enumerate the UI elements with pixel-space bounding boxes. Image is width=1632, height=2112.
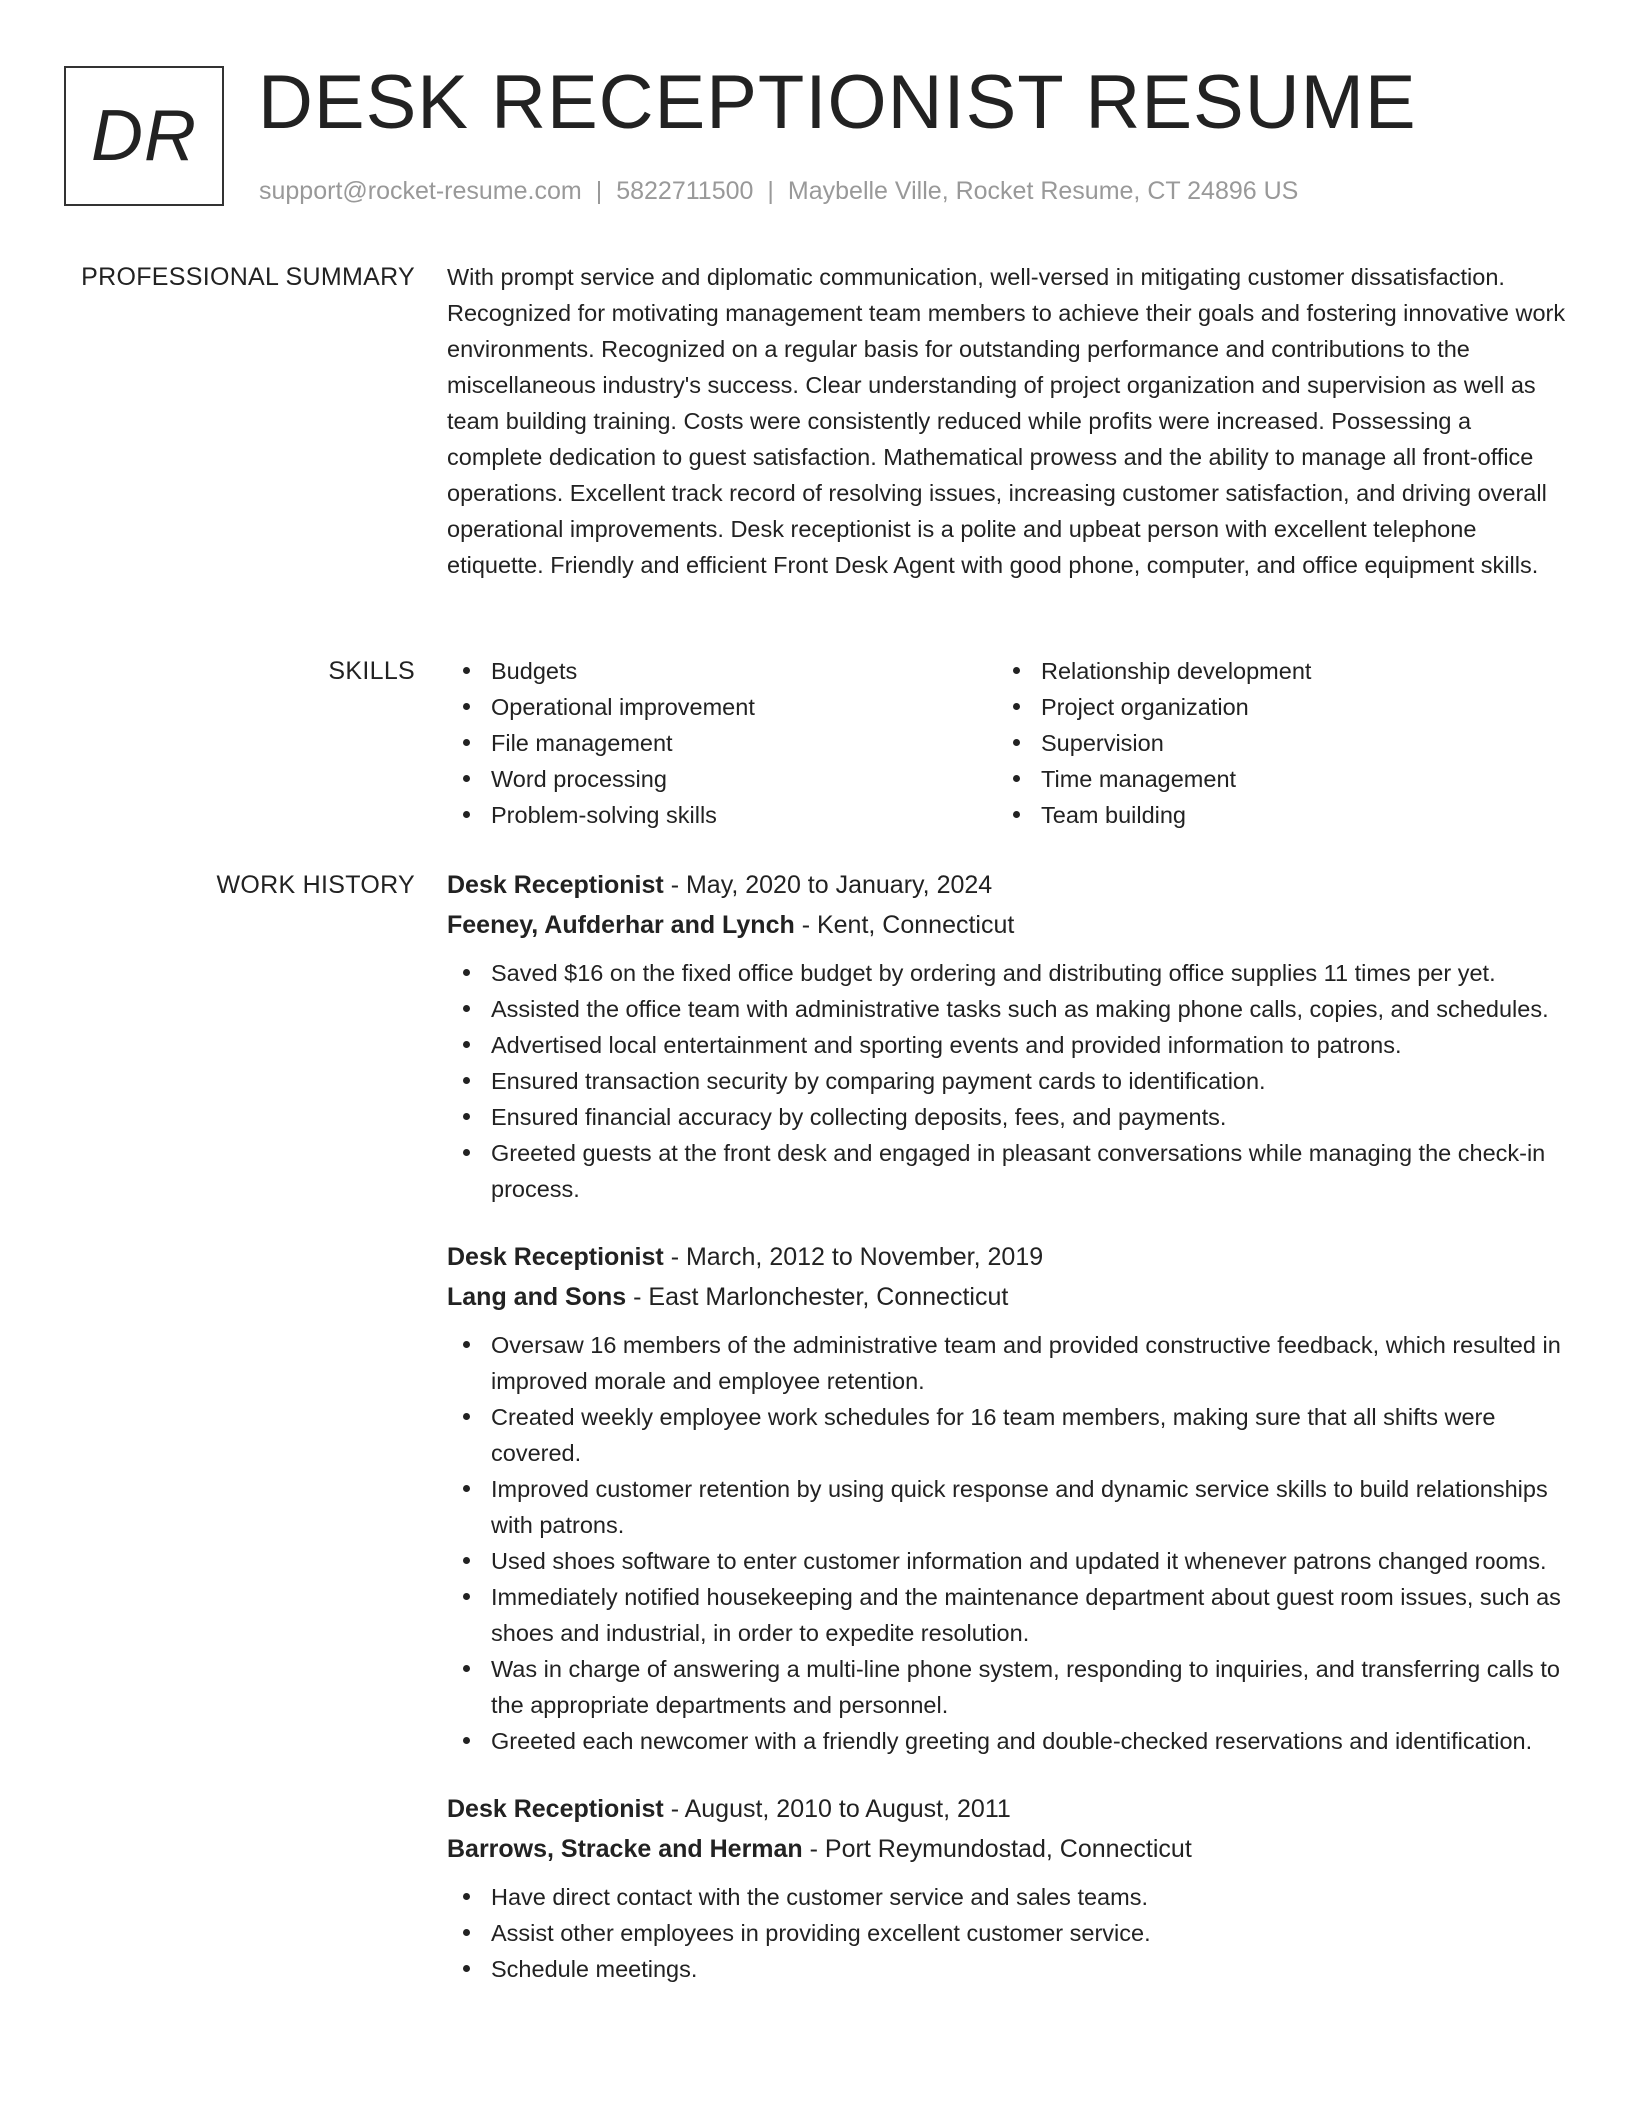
- job-dates: - March, 2012 to November, 2019: [663, 1243, 1044, 1271]
- job-title: Desk Receptionist: [447, 871, 664, 899]
- job-title: Desk Receptionist: [447, 1795, 664, 1823]
- job-bullet: Ensured financial accuracy by collecting deposits, fees, and payments.: [447, 1099, 1567, 1135]
- summary-text: With prompt service and diplomatic communication, well-versed in mitigating customer dissatisfaction. Recognized for motivating management team members to achieve their goals and fostering innovative work environments. Recognized on a regular basis for outstanding performance and contributions to the miscellaneous industry's success. Clear understanding of project organization and supervision as well as team building training. Costs were consistently reduced while profits were increased. Possessing a complete dedication to guest satisfaction. Mathematical prowess and the ability to manage all front-office operations. Excellent track record of resolving issues, increasing customer satisfaction, and driving overall operational improvements. Desk receptionist is a polite and upbeat person with excellent telephone etiquette. Friendly and efficient Front Desk Agent with good phone, computer, and office equipment skills.: [447, 264, 1566, 578]
- job-dates: - May, 2020 to January, 2024: [663, 871, 993, 899]
- job-location: - Port Reymundostad, Connecticut: [802, 1835, 1192, 1863]
- job-title-line: [447, 865, 1567, 905]
- job-bullet: Advertised local entertainment and sporting events and provided information to patrons.: [447, 1027, 1567, 1063]
- job-entry: [447, 865, 1567, 1207]
- work-history-body: [447, 865, 1567, 2017]
- job-bullet: Schedule meetings.: [447, 1951, 1567, 1987]
- contact-separator: |: [595, 177, 603, 205]
- skill-item: File management: [447, 725, 997, 761]
- job-bullet: Created weekly employee work schedules for 16 team members, making sure that all shifts were covered.: [447, 1399, 1567, 1471]
- skill-item: Operational improvement: [447, 689, 997, 725]
- contact-line: [259, 175, 1298, 207]
- job-entry: [447, 1237, 1567, 1759]
- job-bullets: [447, 955, 1567, 1207]
- job-company: Lang and Sons: [447, 1283, 627, 1311]
- skill-item: Problem-solving skills: [447, 797, 997, 833]
- job-company-line: [447, 905, 1567, 945]
- job-bullets: [447, 1327, 1567, 1759]
- job-bullet: Improved customer retention by using quick response and dynamic service skills to build relationships with patrons.: [447, 1471, 1567, 1543]
- contact-phone: 5822711500: [616, 177, 754, 205]
- skill-item: Team building: [997, 797, 1547, 833]
- job-company-line: [447, 1277, 1567, 1317]
- job-bullet: Saved $16 on the fixed office budget by ordering and distributing office supplies 11 times per yet.: [447, 955, 1567, 991]
- skill-item: Word processing: [447, 761, 997, 797]
- monogram-box: [64, 66, 224, 206]
- contact-separator: |: [767, 177, 774, 205]
- job-bullet: Greeted guests at the front desk and engaged in pleasant conversations while managing the check-in process.: [447, 1135, 1567, 1207]
- skills-list-right: [997, 653, 1547, 833]
- job-title: Desk Receptionist: [447, 1243, 664, 1271]
- job-location: - East Marlonchester, Connecticut: [626, 1283, 1009, 1311]
- skill-item: Supervision: [997, 725, 1547, 761]
- job-bullet: Greeted each newcomer with a friendly greeting and double-checked reservations and identification.: [447, 1723, 1567, 1759]
- job-bullet: Immediately notified housekeeping and the maintenance department about guest room issues, such as shoes and industrial, in order to expedite resolution.: [447, 1579, 1567, 1651]
- job-company-line: [447, 1829, 1567, 1869]
- job-title-line: [447, 1237, 1567, 1277]
- skills-grid: [447, 653, 1567, 833]
- job-bullet: Have direct contact with the customer service and sales teams.: [447, 1879, 1567, 1915]
- job-bullet: Used shoes software to enter customer information and updated it whenever patrons changed rooms.: [447, 1543, 1567, 1579]
- job-bullet: Assist other employees in providing excellent customer service.: [447, 1915, 1567, 1951]
- skill-item: Project organization: [997, 689, 1547, 725]
- job-bullet: Oversaw 16 members of the administrative team and provided constructive feedback, which resulted in improved morale and employee retention.: [447, 1327, 1567, 1399]
- resume-title: DESK RECEPTIONIST RESUME: [258, 60, 1417, 145]
- job-title-line: [447, 1789, 1567, 1829]
- work-history-heading: WORK HISTORY: [216, 871, 415, 899]
- job-bullet: Assisted the office team with administrative tasks such as making phone calls, copies, and schedules.: [447, 991, 1567, 1027]
- job-dates: - August, 2010 to August, 2011: [663, 1795, 1011, 1823]
- skills-heading: SKILLS: [328, 657, 415, 685]
- contact-email: support@rocket-resume.com: [259, 177, 582, 205]
- summary-heading: PROFESSIONAL SUMMARY: [81, 263, 415, 291]
- job-bullet: Ensured transaction security by comparing payment cards to identification.: [447, 1063, 1567, 1099]
- job-entry: [447, 1789, 1567, 1987]
- job-location: - Kent, Connecticut: [794, 911, 1015, 939]
- job-company: Barrows, Stracke and Herman: [447, 1835, 803, 1863]
- contact-address: Maybelle Ville, Rocket Resume, CT 24896 US: [787, 177, 1299, 205]
- job-bullet: Was in charge of answering a multi-line phone system, responding to inquiries, and transferring calls to the appropriate departments and personnel.: [447, 1651, 1567, 1723]
- skill-item: Time management: [997, 761, 1547, 797]
- monogram-initials: DR: [91, 96, 197, 176]
- job-bullets: [447, 1879, 1567, 1987]
- job-company: Feeney, Aufderhar and Lynch: [447, 911, 795, 939]
- summary-body: [447, 259, 1567, 583]
- skill-item: Budgets: [447, 653, 997, 689]
- skills-list-left: [447, 653, 997, 833]
- skill-item: Relationship development: [997, 653, 1547, 689]
